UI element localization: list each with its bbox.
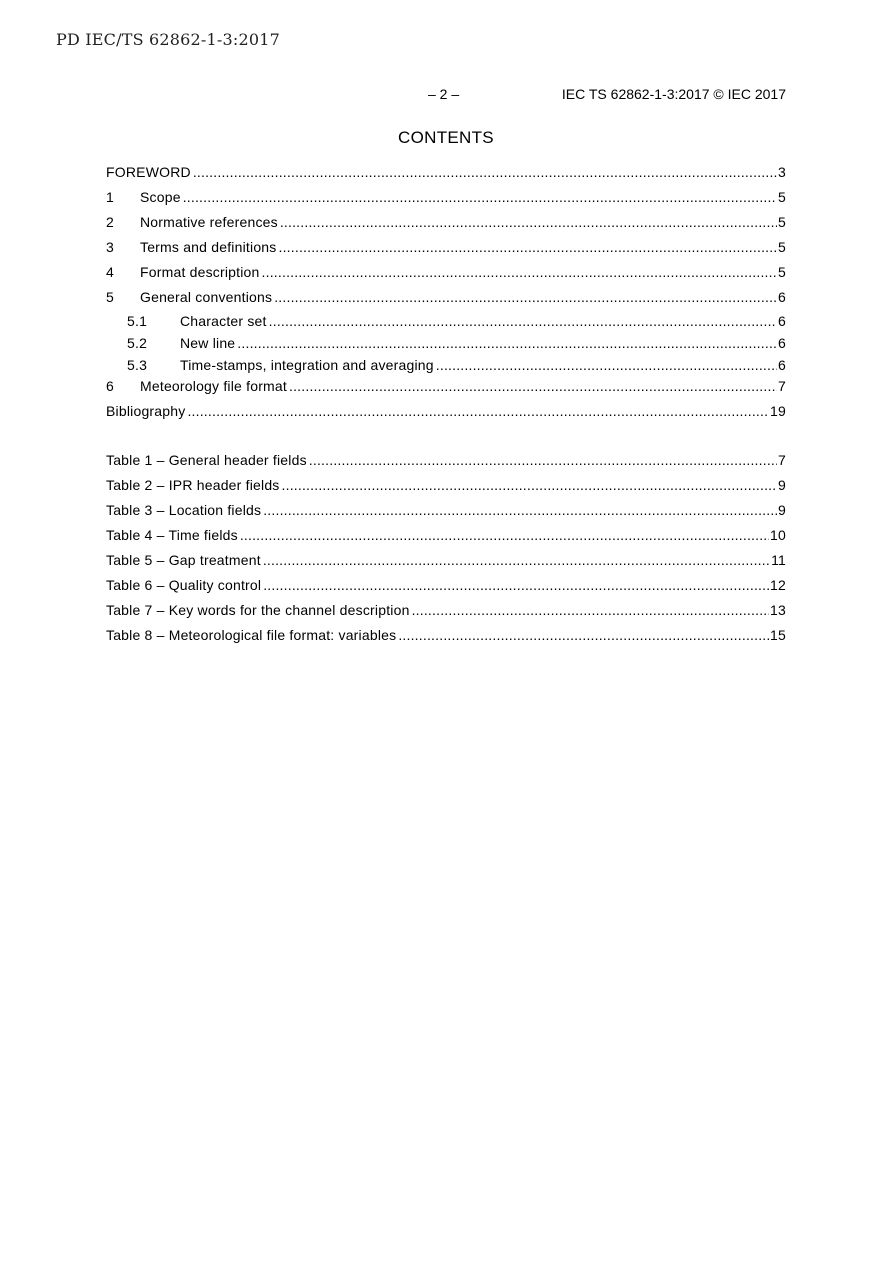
standard-reference: IEC TS 62862-1-3:2017 © IEC 2017: [561, 86, 786, 102]
toc-entry-label: General conventions: [140, 289, 273, 305]
toc-entry-page: 7: [778, 378, 786, 394]
toc-entry-number: 5.2: [127, 335, 148, 351]
dot-leader: [289, 377, 777, 395]
toc-entry-page: 6: [778, 357, 786, 373]
toc-entry-label: Terms and definitions: [140, 239, 277, 255]
table-entry-4[interactable]: [106, 526, 786, 544]
dot-leader: [280, 213, 777, 231]
toc-entry-label: Time-stamps, integration and averaging: [180, 357, 434, 373]
toc-entry-number: 5.3: [127, 357, 148, 373]
contents-title: CONTENTS: [398, 128, 494, 147]
table-entry-5[interactable]: [106, 551, 786, 569]
toc-entry-number: 1: [106, 189, 114, 205]
table-entry-page: 9: [778, 502, 786, 518]
toc-entry-label: Character set: [180, 313, 267, 329]
table-entry-3[interactable]: [106, 501, 786, 519]
table-entry-page: 9: [778, 477, 786, 493]
toc-entry-terms-and-definitions[interactable]: [106, 238, 786, 256]
toc-entry-page: 5: [778, 214, 786, 230]
toc-entry-character-set[interactable]: [106, 312, 786, 330]
toc-entry-number: 5: [106, 289, 114, 305]
document-header: PD IEC/TS 62862-1-3:2017: [56, 30, 281, 49]
dot-leader: [436, 356, 777, 374]
table-entry-page: 7: [778, 452, 786, 468]
dot-leader: [309, 451, 777, 469]
dot-leader: [412, 601, 769, 619]
table-entry-2[interactable]: [106, 476, 786, 494]
table-entry-label: Table 2 – IPR header fields: [106, 477, 280, 493]
dot-leader: [282, 476, 777, 494]
table-entry-6[interactable]: [106, 576, 786, 594]
dot-leader: [240, 526, 769, 544]
dot-leader: [263, 551, 770, 569]
table-entry-label: Table 5 – Gap treatment: [106, 552, 261, 568]
table-entry-page: 13: [770, 602, 786, 618]
dot-leader: [263, 501, 777, 519]
toc-entry-label: Normative references: [140, 214, 278, 230]
toc-entry-label: Scope: [140, 189, 181, 205]
table-entry-page: 12: [770, 577, 786, 593]
dot-leader: [398, 626, 769, 644]
table-entry-1[interactable]: [106, 451, 786, 469]
toc-entry-foreword[interactable]: [106, 163, 786, 181]
table-entry-label: Table 4 – Time fields: [106, 527, 238, 543]
table-entry-page: 11: [771, 552, 786, 568]
table-entry-label: Table 7 – Key words for the channel description: [106, 602, 410, 618]
dot-leader: [263, 576, 769, 594]
page-number: – 2 –: [428, 86, 460, 102]
dot-leader: [262, 263, 777, 281]
toc-entry-bibliography[interactable]: [106, 402, 786, 420]
toc-entry-number: 5.1: [127, 313, 148, 329]
toc-entry-label: Format description: [140, 264, 260, 280]
dot-leader: [237, 334, 777, 352]
toc-entry-general-conventions[interactable]: [106, 288, 786, 306]
toc-entry-page: 5: [778, 239, 786, 255]
toc-entry-label: New line: [180, 335, 236, 351]
toc-entry-page: 6: [778, 313, 786, 329]
dot-leader: [269, 312, 777, 330]
dot-leader: [193, 163, 777, 181]
table-entry-7[interactable]: [106, 601, 786, 619]
toc-entry-page: 5: [778, 264, 786, 280]
dot-leader: [183, 188, 777, 206]
dot-leader: [279, 238, 778, 256]
dot-leader: [187, 402, 769, 420]
toc-entry-number: 2: [106, 214, 114, 230]
toc-entry-page: 6: [778, 289, 786, 305]
toc-entry-label: Meteorology file format: [140, 378, 287, 394]
toc-entry-number: 4: [106, 264, 114, 280]
toc-entry-label: Bibliography: [106, 403, 186, 419]
table-entry-label: Table 3 – Location fields: [106, 502, 262, 518]
running-head: [106, 86, 786, 104]
toc-entry-new-line[interactable]: [106, 334, 786, 352]
toc-entry-page: 6: [778, 335, 786, 351]
toc-entry-meteorology-file-format[interactable]: [106, 377, 786, 395]
toc-entry-page: 5: [778, 189, 786, 205]
table-entry-label: Table 8 – Meteorological file format: variables: [106, 627, 397, 643]
table-entry-label: Table 6 – Quality control: [106, 577, 262, 593]
toc-entry-label: FOREWORD: [106, 164, 191, 180]
toc-entry-normative-references[interactable]: [106, 213, 786, 231]
table-entry-page: 10: [770, 527, 786, 543]
toc-entry-page: 3: [778, 164, 786, 180]
table-entry-label: Table 1 – General header fields: [106, 452, 307, 468]
toc-entry-time-stamps[interactable]: [106, 356, 786, 374]
toc-entry-number: 6: [106, 378, 114, 394]
table-entry-page: 15: [770, 627, 786, 643]
toc-entry-page: 19: [770, 403, 786, 419]
table-entry-8[interactable]: [106, 626, 786, 644]
toc-entry-format-description[interactable]: [106, 263, 786, 281]
toc-entry-number: 3: [106, 239, 114, 255]
dot-leader: [274, 288, 777, 306]
toc-entry-scope[interactable]: [106, 188, 786, 206]
